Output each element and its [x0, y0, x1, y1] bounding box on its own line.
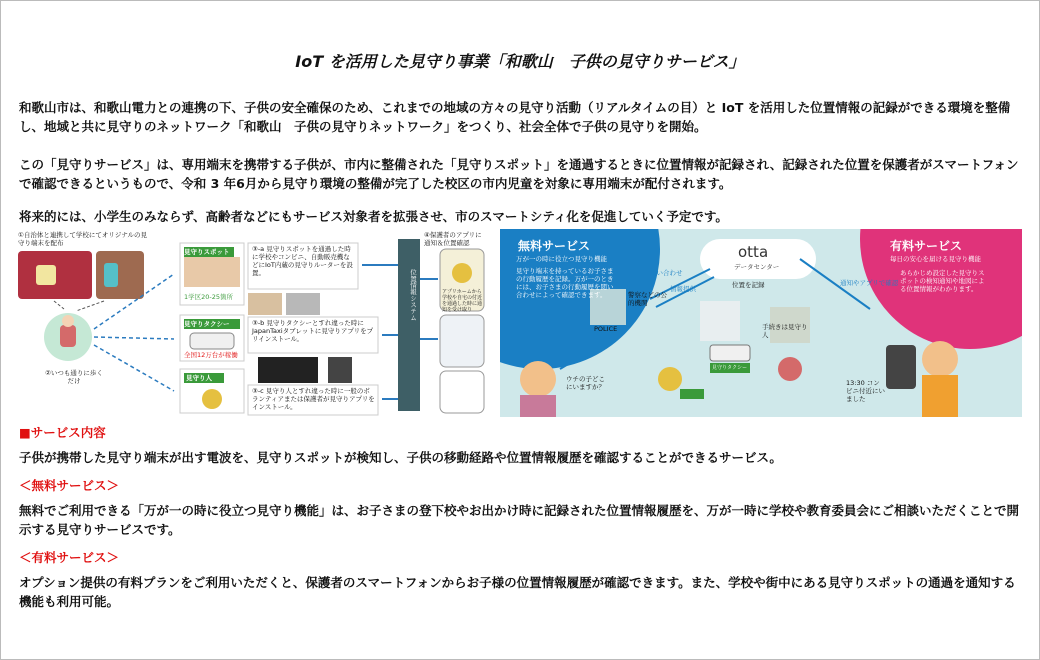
- paid-text: オプション提供の有料プランをご利用いただくと、保護者のスマートフォンからお子様の位置情報履歴が確認できます。また、学校や街中にある見守りスポットの通過を通知する機能も利用可能。: [19, 575, 1016, 609]
- mother-right: [922, 341, 958, 377]
- taxi-icon: [710, 345, 750, 361]
- spot-photo-b: [286, 293, 320, 315]
- arrow-label-inquiry: 問い合わせ: [650, 269, 683, 277]
- taxi-car: [190, 333, 234, 349]
- step4-label: ④保護者のアプリに通知＆位置確認: [424, 231, 482, 247]
- step2-label: ②いつも通りに歩くだけ: [45, 369, 103, 385]
- device-photo-2: [96, 251, 144, 299]
- center-sub: データセンター: [734, 263, 780, 271]
- service-paragraph: この「見守りサービス」は、専用端末を携帯する子供が、市内に整備された「見守りスポット」を通過するときに位置情報が記録され、記録された位置を保護者がスマートフォンで確認できるというもので、令和 3 年6月から見守り環境の整備が完了した校区の市内児童を対象に専用端末が配付されます。: [19, 157, 1019, 191]
- taxi-text: ③-b 見守りタクシーとすれ違った時にJapanTaxiタブレットに見守りアプリをプリインストール。: [252, 319, 374, 343]
- phone-3: [440, 371, 484, 413]
- time-notice: 13:30 コンビニ付近にいました: [846, 379, 885, 403]
- arrow-device-child: [54, 301, 104, 311]
- child-head: [62, 315, 74, 327]
- cyclist: [658, 367, 682, 391]
- mother-right-body: [922, 375, 958, 417]
- spot-building: [184, 257, 240, 287]
- center-building: [700, 301, 740, 341]
- arrows-to-phone: [420, 279, 438, 339]
- spot-label: 見守りスポット: [184, 248, 230, 256]
- step1-label: ①自治体と連携して学校にてオリジナルの見守り端末を配布: [18, 231, 148, 247]
- taxi-tablet-2: [328, 357, 352, 383]
- otta-service-diagram: [500, 229, 1022, 417]
- public-label: 警察などの公的機関: [628, 291, 667, 307]
- system-label: 位置情報システム: [409, 269, 417, 321]
- free-text: 無料でご利用できる「万が一の時に役立つ見守り機能」は、お子さまの登下校やお出かけ時に記録された位置情報履歴を、万が一時に学校や教育委員会にご相談いただくことで開示する見守りサービスです。: [19, 503, 1020, 537]
- device-icon-1: [36, 265, 56, 285]
- taxi-label-right: 見守りタクシー: [712, 365, 748, 371]
- spot-photo-a: [248, 293, 282, 315]
- paid-text: あらかじめ設定した見守りスポットの検知通知や地図による位置情報がわかります。: [900, 269, 985, 293]
- arrow-label-notify: 通知やアプリで確認: [840, 279, 899, 287]
- spot-text: ③-a 見守りスポットを通過した時に学校やコンビニ、自動販売機などにIoT内蔵の見守りルーターを設置。: [252, 245, 353, 277]
- spot-count: 1学区20-25箇所: [184, 293, 234, 301]
- pos-record-label: 位置を記録: [732, 281, 765, 289]
- section-text: 子供が携帯した見守り端末が出す電波を、見守りスポットが検知し、子供の移動経路や位置情報履歴を確認することができるサービス。: [19, 450, 782, 465]
- child-figure: [60, 325, 76, 347]
- system-bar: [398, 239, 420, 411]
- free-title: 無料サービス: [518, 239, 591, 253]
- mimamori-flow-diagram: [14, 229, 488, 417]
- arrow-label-info: 情報提供: [670, 285, 696, 293]
- child-question: ウチの子どこにいますか？: [566, 375, 605, 391]
- device-icon-2: [104, 263, 118, 287]
- free-heading: ＜無料サービス＞: [19, 478, 120, 493]
- taxi-label: 見守りタクシー: [184, 320, 230, 328]
- police-label: POLICE: [594, 325, 618, 333]
- cyclist-icon: [202, 389, 222, 409]
- mother-left: [520, 361, 556, 397]
- flow-diagram-svg: [14, 229, 488, 417]
- phone-1-avatar: [452, 263, 472, 283]
- phone-2: [440, 315, 484, 367]
- child-icon: [778, 357, 802, 381]
- mimamori-person-label: 手続きは見守り人: [762, 323, 808, 339]
- person-label: 見守り人: [186, 374, 212, 382]
- free-sub: 万が一の時に役立つ見守り機能: [516, 255, 607, 263]
- person-text: ③-c 見守り人とすれ違った時に一般のボランティアまたは保護者が見守りアプリをインストール。: [252, 387, 375, 411]
- paid-sub: 毎日の安心を届ける見守り機能: [890, 255, 981, 263]
- phone-right: [886, 345, 916, 389]
- taxi-count: 全国12万台が稼働: [184, 351, 238, 359]
- mother-left-body: [520, 395, 556, 417]
- section-heading: ■サービス内容: [19, 425, 106, 440]
- otta-logo: otta: [738, 243, 769, 261]
- person-tag: [680, 389, 704, 399]
- page-title: IoT を活用した見守り事業「和歌山 子供の見守りサービス」: [295, 52, 745, 71]
- taxi-tablet: [258, 357, 318, 383]
- paid-heading: ＜有料サービス＞: [19, 550, 120, 565]
- future-paragraph: 将来的には、小学生のみならず、高齢者などにもサービス対象者を拡張させ、市のスマートシティ化を促進していく予定です。: [19, 209, 728, 224]
- phone-text: アプリホームから学校や自宅の付近を通過した時に通知を受け取り: [442, 289, 483, 313]
- paid-title: 有料サービス: [890, 239, 963, 253]
- intro-paragraph: 和歌山市は、和歌山電力との連携の下、子供の安全確保のため、これまでの地域の方々の見守り活動（リアルタイムの目）と IoT を活用した位置情報の記録ができる環境を整備し、地域と共に見守りのネットワーク「和歌山 子供の見守りネットワーク」をつくり、社会全体で子供の見守りを開始。: [19, 100, 1011, 134]
- free-text: 見守り端末を持っているお子さまの行動履歴を記録。万が一のときには、お子さまの行動履歴を閲い合わせによって確認できます。: [516, 267, 614, 299]
